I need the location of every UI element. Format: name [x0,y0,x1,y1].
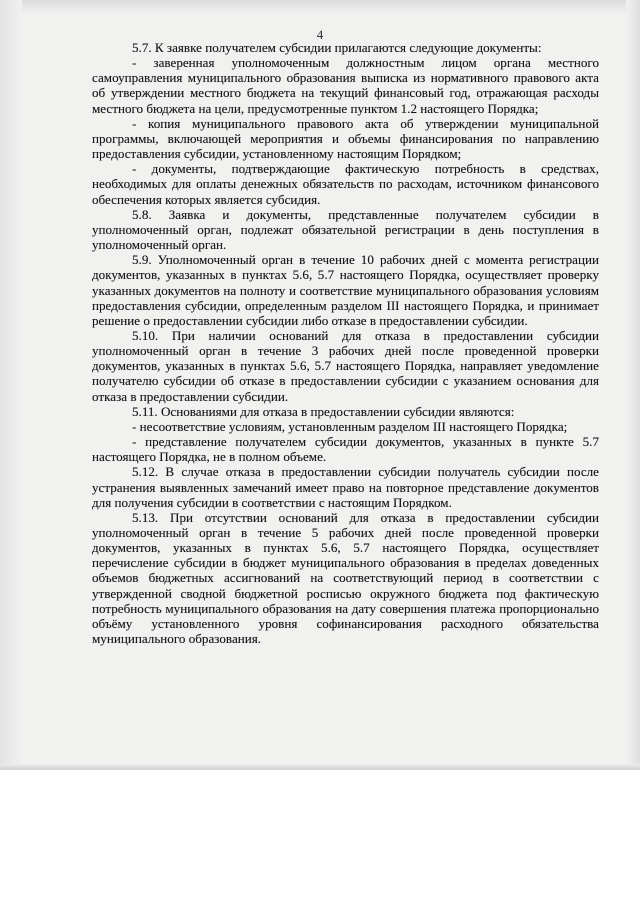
paragraph-5-9: 5.9. Уполномоченный орган в течение 10 рабочих дней с момента регистрации документов, указанных в пунктах 5.6, 5.7 настоящего Порядка, осуществляет проверку указанных документов на полноту и соответствие муниципального образования условиям предоставления субсидии, определенным разделом III настоящего Порядка, и принимает решение о предоставлении субсидии либо отказе в предоставлении субсидии. [92,252,599,328]
paragraph-5-11: 5.11. Основаниями для отказа в предоставлении субсидии являются: [132,403,515,419]
paragraph-5-12: 5.12. В случае отказа в предоставлении субсидии получатель субсидии после устранения выявленных замечаний имеет право на повторное представление документов для получения субсидии в соответствии с настоящим Порядком. [92,464,599,510]
list-item-program-copy: - копия муниципального правового акта об утверждении муниципальной программы, включающей мероприятия и объемы финансирования по направлению предоставления субсидии, установленному настоящим Порядком; [92,115,599,162]
paragraph-5-10: 5.10. При наличии оснований для отказа в предоставлении субсидии уполномоченный орган в течение 3 рабочих дней после проведенной проверки документов, указанных в пунктах 5.6, 5.7 настоящего Порядка, направляет уведомление получателю субсидии об отказе в предоставлении субсидии с указанием основания для отказа в предоставлении субсидии. [92,327,599,404]
scan-shadow-top [0,0,640,14]
page-number: 4 [316,27,324,42]
scan-shadow-bottom [0,764,640,770]
paragraph-5-8: 5.8. Заявка и документы, представленные получателем субсидии в уполномоченный орган, подлежат обязательной регистрации в день поступления в уполномоченный орган. [92,206,599,253]
list-item-incomplete-documents: - представление получателем субсидии документов, указанных в пункте 5.7 настоящего Порядка, не в полном объеме. [92,434,599,465]
list-item-need-documents: - документы, подтверждающие фактическую потребность в средствах, необходимых для оплаты денежных обязательств по расходам, источником финансового обеспечения которых является субсидия. [92,161,599,207]
document-body [92,40,599,646]
list-item-budget-extract: - заверенная уполномоченным должностным лицом органа местного самоуправления муниципального образования выписка из нормативного правового акта об утверждении местного бюджета на текущий финансовый год, отражающая расходы местного бюджета на цели, предусмотренные пунктом 1.2 настоящего Порядка; [92,55,599,116]
list-item-noncompliance: - несоответствие условиям, установленным разделом III настоящего Порядка; [132,418,568,434]
paragraph-5-7: 5.7. К заявке получателем субсидии прилагаются следующие документы: [132,40,542,55]
scan-shadow-left [0,0,22,770]
paragraph-5-13: 5.13. При отсутствии оснований для отказа в предоставлении субсидии уполномоченный орган в течение 5 рабочих дней после проведенной проверки документов, указанных в пунктах 5.6, 5.7 настоящего Порядка, осуществляет перечисление субсидии в бюджет муниципального образования в пределах доведенных объемов бюджетных ассигнований на соответствующий период в соответствии с утвержденной сводной бюджетной росписью окружного бюджета под фактическую потребность муниципального образования на дату совершения платежа пропорционально объёму установленного уровня софинансирования расходного обязательства муниципального образования. [92,509,599,647]
scan-shadow-right [626,0,640,770]
